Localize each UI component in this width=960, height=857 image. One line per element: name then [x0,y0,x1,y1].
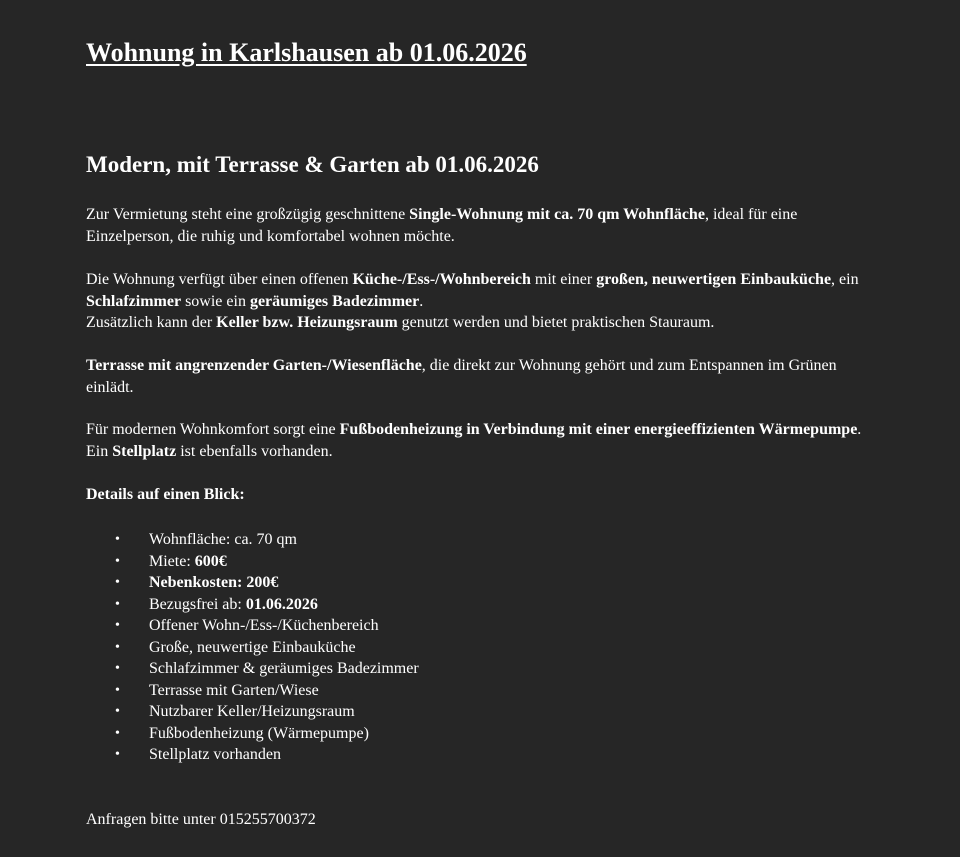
terrace-paragraph [86,355,886,398]
subtitle: Modern, mit Terrasse & Garten ab 01.06.2026 [86,152,539,177]
text-span: Die Wohnung verfügt über einen offenen [86,271,353,288]
details-heading: Details auf einen Blick: [86,486,245,503]
contact-line: Anfragen bitte unter 015255700372 [86,811,316,828]
item-text: Schlafzimmer & geräumiges Badezimmer [149,660,419,677]
text-span: genutzt werden und bietet praktischen Stauraum. [397,314,715,331]
text-span: . [419,292,424,310]
list-item [86,615,419,637]
bullet-icon: • [115,596,120,612]
text-span: Zusätzlich kann der [86,314,217,331]
item-text: Fußbodenheizung (Wärmepumpe) [149,724,369,742]
bold-span: Keller bzw. Heizungsraum [216,314,398,331]
page-title: Wohnung in Karlshausen ab 01.06.2026 [86,38,527,67]
list-item [86,701,419,723]
details-list [86,529,419,766]
bullet-icon: • [115,532,120,547]
text-span: sowie ein [181,292,250,310]
layout-paragraph [86,269,886,334]
item-text: Wohnfläche: ca. 70 qm [149,531,297,548]
bullet-icon: • [115,725,120,741]
list-item [86,658,419,680]
bold-span: großen, neuwertigen Einbauküche [596,271,832,288]
list-item [86,723,419,745]
item-text: Nutzbarer Keller/Heizungsraum [149,703,355,720]
bullet-icon: • [115,618,120,633]
bold-span: Fußbodenheizung in Verbindung mit einer energieeffizienten Wärmepumpe [339,421,858,438]
text-span: , ein [831,271,859,288]
text-span: , ideal für eine Einzelperson, die ruhig und komfortabel wohnen möchte. [86,206,798,245]
item-bold: 01.06.2026 [245,595,318,613]
bullet-icon: • [115,639,120,655]
bullet-icon: • [115,661,120,676]
item-text: Stellplatz vorhanden [149,746,281,763]
item-text: Bezugsfrei ab: [149,595,246,613]
bold-span: Stellplatz [112,442,177,460]
bullet-icon: • [115,704,120,719]
text-span: . Ein [86,421,862,460]
item-text: Terrasse mit Garten/Wiese [149,681,319,699]
text-span: ist ebenfalls vorhanden. [176,442,333,460]
bold-span: Single-Wohnung mit ca. 70 qm Wohnfläche [409,206,705,223]
bold-span: Terrasse mit angrenzender Garten-/Wiesenfläche [86,357,422,374]
list-item [86,680,419,702]
bold-span: Küche-/Ess-/Wohnbereich [352,271,531,288]
text-span: Für modernen Wohnkomfort sorgt eine [86,421,340,438]
text-span: , die direkt zur Wohnung gehört und zum Entspannen im Grünen einlädt. [86,357,837,396]
bullet-icon: • [115,553,120,569]
list-item [86,744,419,766]
item-text: Große, neuwertige Einbauküche [149,638,356,656]
list-item [86,551,419,573]
list-item [86,594,419,616]
text-span: Zur Vermietung steht eine großzügig geschnittene [86,206,410,223]
bullet-icon: • [115,747,120,762]
item-bold: Nebenkosten: 200€ [149,574,279,591]
item-text: Miete: [149,552,195,570]
list-item [86,572,419,594]
bullet-icon: • [115,682,120,698]
text-span: mit einer [530,271,597,288]
list-item [86,637,419,659]
bold-span: Schlafzimmer [86,292,182,310]
item-bold: 600€ [194,552,227,570]
bold-span: geräumiges Badezimmer [249,292,420,310]
bullet-icon: • [115,575,120,590]
item-text: Offener Wohn-/Ess-/Küchenbereich [149,617,379,634]
list-item [86,529,419,551]
heating-paragraph [86,419,886,462]
intro-paragraph [86,204,886,247]
